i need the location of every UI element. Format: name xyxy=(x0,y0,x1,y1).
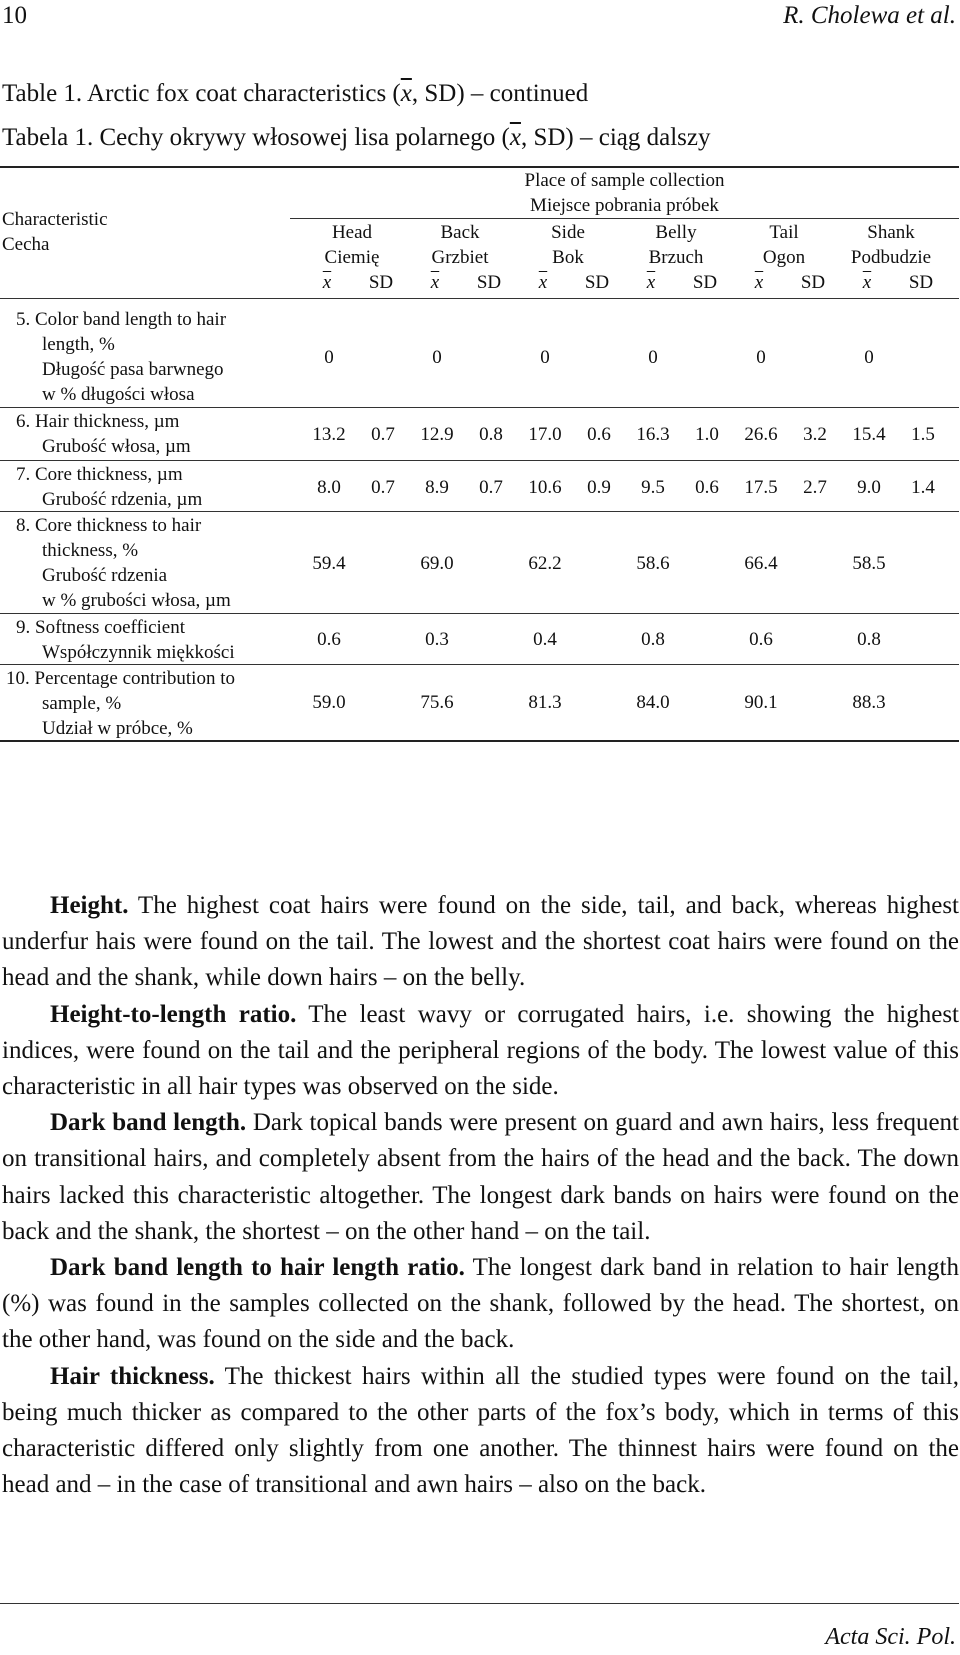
value-cell: 81.3 xyxy=(528,692,562,713)
place-header: Place of sample collection Miejsce pobrania próbek xyxy=(524,170,725,216)
value-cell: 0 xyxy=(648,347,658,368)
page-number: 10 xyxy=(2,2,27,29)
value-cell: 0.4 xyxy=(533,629,557,650)
characteristic-header: Characteristic Cecha xyxy=(2,209,108,255)
paragraph-text: The longest dark band in relation to hair length (%) was found in the samples collected on the shank, followed by the head. The shortest, on the other hand, was found on the side and the back. xyxy=(2,1254,959,1354)
row-divider xyxy=(0,613,959,614)
subheader-mean: $\overline{x}$ xyxy=(754,272,764,293)
value-cell: 0.8 xyxy=(857,629,881,650)
value-cell: 0.8 xyxy=(641,629,665,650)
value-cell: 0 xyxy=(324,347,334,368)
value-cell: 58.5 xyxy=(852,553,886,574)
table-row-label: 9. Softness coefficient Współczynnik miękkości xyxy=(16,617,235,663)
value-cell: 0.8 xyxy=(479,424,503,445)
row-divider xyxy=(0,407,959,408)
table-row-label: 6. Hair thickness, µm Grubość włosa, µm xyxy=(16,411,191,457)
paragraph-text: The thickest hairs within all the studied types were found on the tail, being much thicker as compared to the other parts of the fox’s body, which in terms of this characteristic differed only slightly from one another. The thinnest hairs were found on the head and – in the case of transitional and awn hairs – also on the back. xyxy=(2,1362,959,1499)
journal-name: Acta Sci. Pol. xyxy=(825,1624,956,1650)
subheader-mean: $\overline{x}$ xyxy=(322,272,332,293)
paragraph-heading: Height-to-length ratio. xyxy=(50,1000,297,1028)
value-cell: 0 xyxy=(432,347,442,368)
subheader-sd: SD xyxy=(584,272,610,293)
subheader-mean: $\overline{x}$ xyxy=(538,272,548,293)
value-cell: 84.0 xyxy=(636,692,670,713)
value-cell: 0.7 xyxy=(479,477,503,498)
table-caption-pl: Tabela 1. Cechy okrywy włosowej lisa polarnego ($\overline{x}$, SD) – ciąg dalszy xyxy=(2,124,711,151)
value-cell: 0.7 xyxy=(371,424,395,445)
paragraph-heading: Height. xyxy=(50,892,129,919)
body-text xyxy=(2,888,959,1503)
paragraph-text: The least wavy or corrugated hairs, i.e. showing the highest indices, were found on the tail and the peripheral regions of the body. The lowest value of this characteristic in all hair types was observed on the side. xyxy=(2,1000,960,1101)
value-cell: 58.6 xyxy=(636,553,670,574)
paragraph-heading: Dark band length. xyxy=(50,1109,247,1137)
value-cell: 0.6 xyxy=(587,424,611,445)
subheader-mean: $\overline{x}$ xyxy=(430,272,440,293)
row-divider xyxy=(0,664,959,665)
value-cell: 1.5 xyxy=(911,424,935,445)
place-header-rule xyxy=(290,218,959,219)
value-cell: 0.7 xyxy=(371,477,395,498)
column-header-belly: Belly Brzuch xyxy=(648,222,704,268)
subheader-sd: SD xyxy=(476,272,502,293)
running-authors: R. Cholewa et al. xyxy=(783,2,956,29)
value-cell: 9.5 xyxy=(641,477,665,498)
value-cell: 59.0 xyxy=(312,692,346,713)
value-cell: 0 xyxy=(864,347,874,368)
value-cell: 15.4 xyxy=(852,424,886,445)
subheader-sd: SD xyxy=(368,272,394,293)
value-cell: 0 xyxy=(540,347,550,368)
subheader-sd: SD xyxy=(800,272,826,293)
value-cell: 2.7 xyxy=(803,477,827,498)
value-cell: 59.4 xyxy=(312,553,346,574)
paragraph-heading: Hair thickness. xyxy=(50,1362,215,1390)
table-bottom-rule xyxy=(0,740,959,742)
subheader-sd: SD xyxy=(908,272,934,293)
subheader-sd: SD xyxy=(692,272,718,293)
paragraph-text: The highest coat hairs were found on the side, tail, and back, whereas highest underfur hais were found on the tail. The lowest and the shortest coat hairs were found on the head and the shank, while down hairs – on the belly. xyxy=(2,892,959,992)
paragraph-text: Dark topical bands were present on guard and awn hairs, less frequent on transitional hairs, and completely absent from the hairs of the head and the back. The down hairs lacked this characteristic altogether. The longest dark bands on hairs were found on the back and the shank, the shortest – on the other hand – on the tail. xyxy=(2,1109,959,1245)
value-cell: 8.9 xyxy=(425,477,449,498)
value-cell: 26.6 xyxy=(744,424,778,445)
paragraph xyxy=(2,997,959,1106)
value-cell: 0.6 xyxy=(317,629,341,650)
row-divider xyxy=(0,460,959,461)
value-cell: 9.0 xyxy=(857,477,881,498)
value-cell: 66.4 xyxy=(744,553,778,574)
value-cell: 1.0 xyxy=(695,424,719,445)
subheader-mean: $\overline{x}$ xyxy=(862,272,872,293)
value-cell: 17.0 xyxy=(528,424,562,445)
column-header-back: Back Grzbiet xyxy=(431,222,489,268)
paragraph-heading: Dark band length to hair length ratio. xyxy=(50,1254,465,1282)
column-header-tail: Tail Ogon xyxy=(762,222,806,268)
table-row-label: 8. Core thickness to hair thickness, % Grubość rdzenia w % grubości włosa, µm xyxy=(16,515,231,611)
value-cell: 75.6 xyxy=(420,692,454,713)
value-cell: 69.0 xyxy=(420,553,454,574)
table-row-label: 5. Color band length to hair length, % Długość pasa barwnego w % długości włosa xyxy=(16,309,227,405)
value-cell: 8.0 xyxy=(317,477,341,498)
paragraph xyxy=(2,1359,959,1504)
paragraph xyxy=(2,888,959,997)
header-bottom-rule xyxy=(0,298,959,299)
column-header-side: Side Bok xyxy=(551,222,585,268)
value-cell: 0.6 xyxy=(695,477,719,498)
column-header-head: Head Ciemię xyxy=(324,222,380,268)
value-cell: 3.2 xyxy=(803,424,827,445)
subheader-mean: $\overline{x}$ xyxy=(646,272,656,293)
value-cell: 13.2 xyxy=(312,424,346,445)
value-cell: 0 xyxy=(756,347,766,368)
value-cell: 90.1 xyxy=(744,692,778,713)
column-header-shank: Shank Podbudzie xyxy=(850,222,932,268)
row-divider xyxy=(0,511,959,512)
paragraph xyxy=(2,1105,959,1250)
value-cell: 88.3 xyxy=(852,692,886,713)
value-cell: 1.4 xyxy=(911,477,935,498)
value-cell: 10.6 xyxy=(528,477,562,498)
paragraph xyxy=(2,1250,959,1359)
table-row-label: 10. Percentage contribution to sample, % Udział w próbce, % xyxy=(6,668,235,739)
value-cell: 17.5 xyxy=(744,477,778,498)
value-cell: 0.3 xyxy=(425,629,449,650)
value-cell: 16.3 xyxy=(636,424,670,445)
value-cell: 62.2 xyxy=(528,553,562,574)
value-cell: 12.9 xyxy=(420,424,454,445)
table-caption-en: Table 1. Arctic fox coat characteristics ($\overline{x}$, SD) – continued xyxy=(2,80,589,107)
footer-rule xyxy=(0,1603,959,1604)
value-cell: 0.6 xyxy=(749,629,773,650)
value-cell: 0.9 xyxy=(587,477,611,498)
table-row-label: 7. Core thickness, µm Grubość rdzenia, µm xyxy=(16,464,203,510)
